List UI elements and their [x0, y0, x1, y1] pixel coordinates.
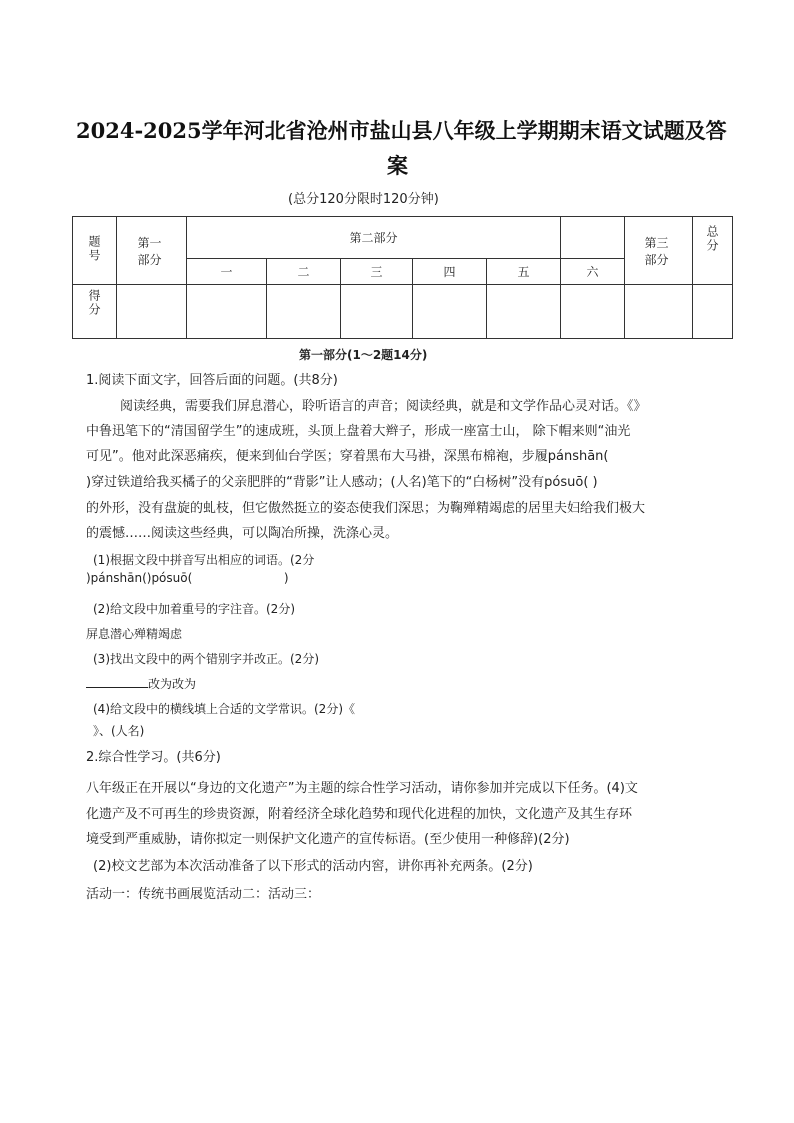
q1-sub4-answer: 》、(人名): [93, 724, 145, 738]
q2-para-line: 化遗产及不可再生的珍贵资源，附着经济全球化趋势和现代化进程的加快，文化遗产及其生存环: [86, 807, 633, 822]
subcol-5: 五: [487, 259, 561, 285]
score-table: [72, 216, 733, 339]
q1-sub1: (1)根据文段中拼音写出相应的词语。(2分: [93, 553, 315, 567]
score-cell-part1: [117, 285, 187, 339]
document-title-line1: 2024-2025学年河北省沧州市盐山县八年级上学期期末语文试题及答: [76, 118, 727, 143]
document-subtitle: (总分120分限时120分钟): [288, 192, 439, 207]
q1-sub2-answer: 屏息潜心殚精竭虑: [86, 627, 183, 641]
row-score-label: 得分: [73, 285, 117, 339]
q2-sub2: (2)校文艺部为本次活动准备了以下形式的活动内窖，讲你再补充两条。(2分): [93, 859, 533, 874]
score-cell-part3: [625, 285, 693, 339]
score-cell-total: [693, 285, 733, 339]
q1-sub1-answer: )pánshān()pósuō( ): [86, 571, 289, 585]
part1-heading: 第一部分(1～2题14分): [299, 348, 428, 362]
score-cell-5: [487, 285, 561, 339]
header-part2-blank: [561, 217, 625, 259]
q1-stem: 1.阅读下面文字，回答后面的问题。(共8分): [86, 373, 338, 388]
subcol-3: 三: [341, 259, 413, 285]
q1-sub3-answer-line: [86, 675, 196, 692]
q1-para-line: 阅读经典，需要我们屏息潜心，聆听语言的声音；阅读经典，就是和文学作品心灵对话。《》: [120, 399, 647, 414]
answer-blank[interactable]: [86, 675, 148, 688]
header-tihao: 题号: [73, 217, 117, 285]
q1-sub4: (4)给文段中的横线填上合适的文学常识。(2分)《: [93, 702, 355, 716]
subcol-4: 四: [413, 259, 487, 285]
score-cell-1: [187, 285, 267, 339]
score-cell-6: [561, 285, 625, 339]
q1-para-line: 的外形，没有盘旋的虬枝，但它傲然挺立的姿态使我们深思；为鞠殚精竭虑的居里夫妇给我们极大: [86, 501, 646, 516]
score-cell-3: [341, 285, 413, 339]
header-part1: 第一部分: [117, 217, 187, 285]
q1-para-line: 可见”。他对此深恶痛疾，便来到仙台学医；穿着黑布大马褂，深黑布棉袍，步履pánshān(: [86, 449, 609, 464]
score-cell-2: [267, 285, 341, 339]
q1-sub3: (3)找出文段中的两个错别字并改正。(2分): [93, 652, 319, 666]
subcol-1: 一: [187, 259, 267, 285]
header-part2: 第二部分: [187, 217, 561, 259]
q1-para-line: 中鲁迅笔下的“清国留学生”的速成班，头顶上盘着大辫子，形成一座富士山， 除下帽来则“油光: [86, 424, 631, 439]
header-total: 总分: [693, 217, 733, 285]
q1-para-line: )穿过铁道给我买橘子的父亲肥胖的“背影”让人感动；(人名)笔下的“白杨树”没有pósuō( ): [86, 475, 598, 490]
document-title-line2: 案: [387, 153, 408, 178]
q2-para-line: 八年级正在开展以“身边的文化遗产”为主题的综合性学习活动，请你参加并完成以下任务。(4)文: [86, 781, 638, 796]
q1-sub2: (2)给文段中加着重号的字注音。(2分): [93, 602, 295, 616]
subcol-6: 六: [561, 259, 625, 285]
q2-stem: 2.综合性学习。(共6分): [86, 750, 221, 765]
q1-para-line: 的震憾……阅读这些经典，可以陶冶所操，洗涤心灵。: [86, 526, 399, 541]
q2-activities: 活动一：传统书画展览活动二：活动三：: [86, 887, 321, 902]
subcol-2: 二: [267, 259, 341, 285]
header-part3: 第三部分: [625, 217, 693, 285]
score-cell-4: [413, 285, 487, 339]
q1-sub3-answer: 改为改为: [148, 677, 197, 691]
q2-para-line: 境受到严重威胁，请你拟定一则保护文化遗产的宣传标语。(至少使用一种修辞)(2分): [86, 832, 570, 847]
